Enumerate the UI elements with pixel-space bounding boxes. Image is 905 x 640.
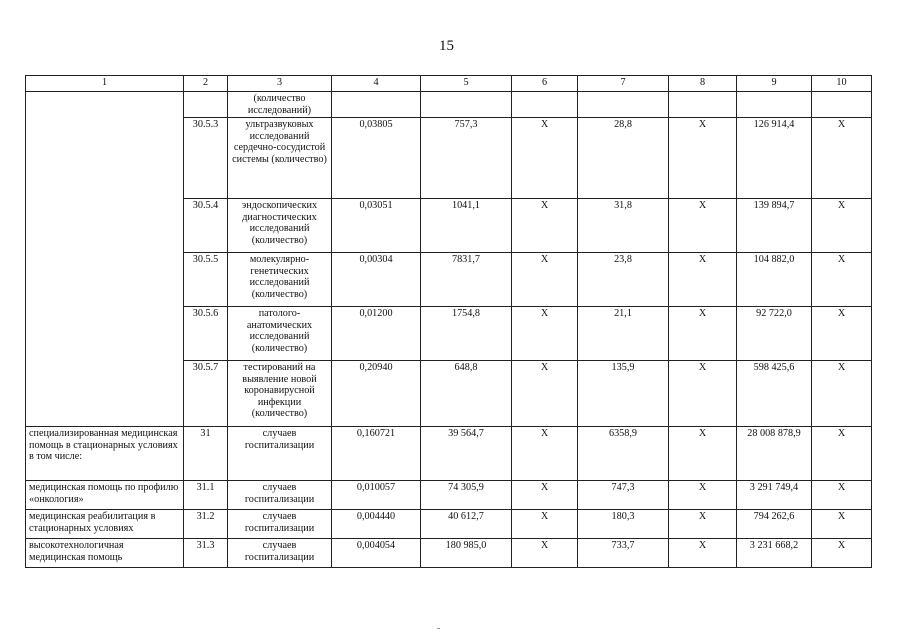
value-cell: X <box>812 307 872 361</box>
value-cell: X <box>812 199 872 253</box>
header-cell: 4 <box>332 76 421 92</box>
value-cell: 74 305,9 <box>421 481 512 510</box>
value-cell: X <box>669 539 737 568</box>
table-header-row <box>26 76 872 92</box>
table-row <box>26 539 872 568</box>
value-cell: 28 008 878,9 <box>737 427 812 481</box>
code-cell: 31.2 <box>184 510 228 539</box>
value-cell: X <box>812 427 872 481</box>
value-cell: X <box>669 510 737 539</box>
value-cell: X <box>512 253 578 307</box>
value-cell: 0,20940 <box>332 361 421 427</box>
header-cell: 2 <box>184 76 228 92</box>
value-cell: X <box>669 481 737 510</box>
unit-cell: ультразвуковых исследований сердечно-сосудистой системы (количество) <box>228 118 332 199</box>
table-row <box>26 427 872 481</box>
value-cell: X <box>512 118 578 199</box>
table-row <box>26 510 872 539</box>
value-cell: 21,1 <box>578 307 669 361</box>
header-cell: 3 <box>228 76 332 92</box>
value-cell: 0,03051 <box>332 199 421 253</box>
code-cell: 30.5.4 <box>184 199 228 253</box>
header-cell: 8 <box>669 76 737 92</box>
value-cell: 39 564,7 <box>421 427 512 481</box>
value-cell: 180,3 <box>578 510 669 539</box>
header-cell: 1 <box>26 76 184 92</box>
header-cell: 10 <box>812 76 872 92</box>
value-cell <box>512 92 578 118</box>
value-cell: 23,8 <box>578 253 669 307</box>
unit-cell: патолого-анатомических исследований (количество) <box>228 307 332 361</box>
name-cell: высокотехнологичная медицинская помощь <box>26 539 184 568</box>
value-cell: 104 882,0 <box>737 253 812 307</box>
page-number: 15 <box>439 38 454 54</box>
unit-cell: тестирований на выявление новой коронавирусной инфекции (количество) <box>228 361 332 427</box>
value-cell: 126 914,4 <box>737 118 812 199</box>
value-cell: X <box>669 118 737 199</box>
value-cell: 747,3 <box>578 481 669 510</box>
name-cell <box>26 92 184 427</box>
value-cell: 135,9 <box>578 361 669 427</box>
value-cell: 40 612,7 <box>421 510 512 539</box>
header-cell: 5 <box>421 76 512 92</box>
code-cell: 30.5.7 <box>184 361 228 427</box>
value-cell: 1041,1 <box>421 199 512 253</box>
unit-cell: эндоскопических диагностических исследований (количество) <box>228 199 332 253</box>
value-cell: 0,160721 <box>332 427 421 481</box>
value-cell: X <box>669 307 737 361</box>
value-cell: X <box>669 253 737 307</box>
code-cell: 31.3 <box>184 539 228 568</box>
value-cell: 0,01200 <box>332 307 421 361</box>
value-cell: 0,03805 <box>332 118 421 199</box>
value-cell: 180 985,0 <box>421 539 512 568</box>
value-cell: 733,7 <box>578 539 669 568</box>
code-cell <box>184 92 228 118</box>
table-row <box>26 92 872 118</box>
code-cell: 30.5.6 <box>184 307 228 361</box>
header-cell: 7 <box>578 76 669 92</box>
value-cell: X <box>512 199 578 253</box>
value-cell: X <box>812 253 872 307</box>
value-cell: 0,004440 <box>332 510 421 539</box>
value-cell: X <box>812 539 872 568</box>
value-cell: 7831,7 <box>421 253 512 307</box>
header-cell: 9 <box>737 76 812 92</box>
value-cell: 794 262,6 <box>737 510 812 539</box>
value-cell: X <box>812 361 872 427</box>
value-cell: 0,00304 <box>332 253 421 307</box>
value-cell: X <box>512 361 578 427</box>
value-cell <box>421 92 512 118</box>
unit-cell: случаев госпитализации <box>228 427 332 481</box>
value-cell: 3 291 749,4 <box>737 481 812 510</box>
value-cell: X <box>512 307 578 361</box>
name-cell: медицинская реабилитация в стационарных условиях <box>26 510 184 539</box>
table-row <box>26 481 872 510</box>
value-cell: 28,8 <box>578 118 669 199</box>
value-cell: 598 425,6 <box>737 361 812 427</box>
value-cell: 31,8 <box>578 199 669 253</box>
code-cell: 31 <box>184 427 228 481</box>
code-cell: 30.5.3 <box>184 118 228 199</box>
value-cell <box>332 92 421 118</box>
value-cell: X <box>512 510 578 539</box>
value-cell <box>669 92 737 118</box>
name-cell: специализированная медицинская помощь в стационарных условиях в том числе: <box>26 427 184 481</box>
value-cell: 139 894,7 <box>737 199 812 253</box>
unit-cell: случаев госпитализации <box>228 481 332 510</box>
unit-cell: случаев госпитализации <box>228 539 332 568</box>
unit-cell: (количество исследований) <box>228 92 332 118</box>
value-cell: X <box>812 481 872 510</box>
unit-cell: случаев госпитализации <box>228 510 332 539</box>
value-cell: 648,8 <box>421 361 512 427</box>
value-cell: 0,004054 <box>332 539 421 568</box>
unit-cell: молекулярно-генетических исследований (количество) <box>228 253 332 307</box>
value-cell: X <box>512 427 578 481</box>
value-cell: 0,010057 <box>332 481 421 510</box>
value-cell: 757,3 <box>421 118 512 199</box>
code-cell: 31.1 <box>184 481 228 510</box>
value-cell: X <box>669 199 737 253</box>
value-cell: X <box>512 481 578 510</box>
value-cell: 92 722,0 <box>737 307 812 361</box>
scan-speck <box>437 628 440 629</box>
name-cell: медицинская помощь по профилю «онкология» <box>26 481 184 510</box>
value-cell: 1754,8 <box>421 307 512 361</box>
code-cell: 30.5.5 <box>184 253 228 307</box>
value-cell <box>812 92 872 118</box>
value-cell: X <box>512 539 578 568</box>
value-cell: X <box>812 510 872 539</box>
value-cell: 3 231 668,2 <box>737 539 812 568</box>
header-cell: 6 <box>512 76 578 92</box>
value-cell: X <box>669 361 737 427</box>
value-cell: 6358,9 <box>578 427 669 481</box>
value-cell <box>578 92 669 118</box>
data-table <box>25 75 872 568</box>
value-cell <box>737 92 812 118</box>
value-cell: X <box>812 118 872 199</box>
value-cell: X <box>669 427 737 481</box>
